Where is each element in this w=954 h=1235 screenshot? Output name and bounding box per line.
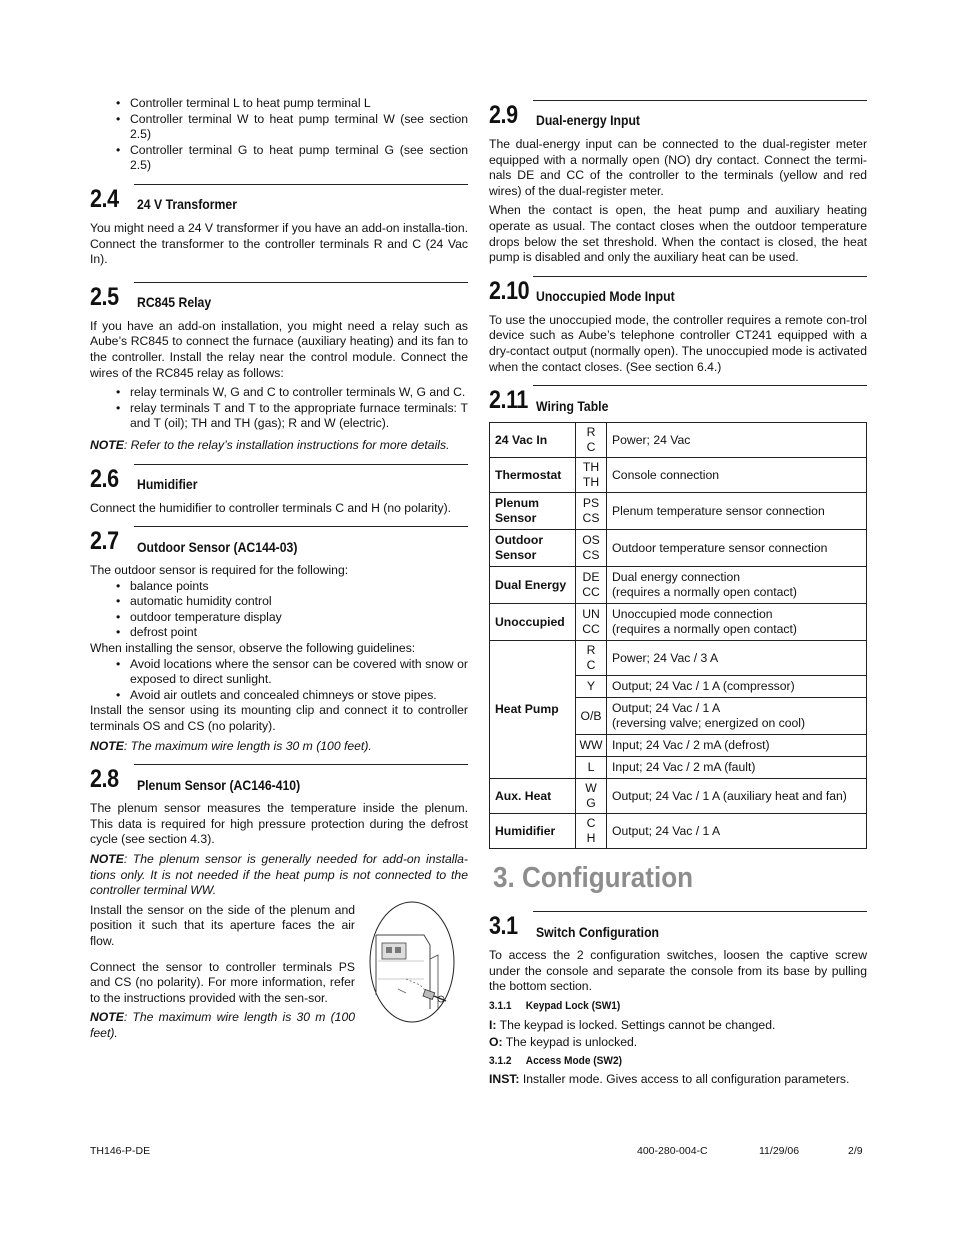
- chapter-title: 3. Configuration: [493, 862, 694, 895]
- section-heading-3-1: [489, 911, 867, 941]
- setting-label: O:: [489, 1035, 503, 1050]
- note: [90, 852, 468, 899]
- wiring-table: [489, 422, 867, 849]
- subsection-title: Access Mode (SW2): [525, 1054, 622, 1067]
- right-column: [489, 96, 867, 1092]
- wiring-description-cell: Plenum temperature sensor connection: [607, 493, 867, 530]
- footer-doc-id: TH146-P-DE: [90, 1145, 151, 1157]
- list-item: • Controller terminal L to heat pump terminal L: [130, 96, 468, 112]
- table-row: [490, 604, 867, 641]
- section-title: Outdoor Sensor (AC144-03): [137, 539, 298, 555]
- wiring-label-cell: Heat Pump: [490, 641, 576, 779]
- switch-setting: [489, 1018, 867, 1034]
- setting-text: The keypad is locked. Settings cannot be changed.: [496, 1017, 776, 1032]
- subsection-number: 3.1.2: [489, 1054, 512, 1067]
- section-title: Wiring Table: [536, 398, 609, 414]
- note-text: : The plenum sensor is generally needed for add-on installa-tions only. It is not needed if the heat pump is not connected to the controller terminal WW.: [90, 852, 468, 898]
- paragraph: If you have an add-on installation, you might need a relay such as Aube’s RC845 to connect the furnace (auxiliary heating) and its fan to the controller. Install the relay near the control module. Connect the wires of the RC845 relay as follows:: [90, 318, 468, 380]
- left-column: [90, 96, 468, 1046]
- wiring-description-cell: Outdoor temperature sensor connection: [607, 530, 867, 567]
- section-title: Dual-energy Input: [536, 113, 641, 129]
- paragraph: To access the 2 configuration switches, loosen the captive screw under the console and separate the console from its base by pulling the bottom section.: [489, 948, 867, 994]
- section-number: 2.9: [489, 101, 518, 129]
- outdoor-sensor-uses-list: [90, 579, 468, 641]
- wiring-label-cell: Unoccupied: [490, 604, 576, 641]
- section-heading-2-5: [90, 282, 468, 312]
- paragraph: Install the sensor using its mounting clip and connect it to controller terminals OS and CS (no polarity).: [90, 703, 468, 734]
- wiring-label-cell: Thermostat: [490, 458, 576, 493]
- section-number: 2.6: [90, 464, 119, 493]
- table-row: [490, 567, 867, 604]
- section-title: Unoccupied Mode Input: [536, 289, 675, 305]
- list-item: • Avoid air outlets and concealed chimneys or stove pipes.: [130, 688, 468, 704]
- section-heading-2-6: [90, 464, 468, 494]
- list-item: • outdoor temperature display: [130, 610, 468, 626]
- subsection-title: Keypad Lock (SW1): [525, 999, 621, 1012]
- note: [90, 739, 468, 755]
- section-heading-2-4: [90, 184, 468, 214]
- wiring-terminal-cell: R C: [576, 641, 607, 676]
- paragraph: Install the sensor on the side of the plenum and position it such that its aperture faces the air flow.: [90, 902, 355, 948]
- list-item: • automatic humidity control: [130, 594, 468, 610]
- wiring-label-cell: Plenum Sensor: [490, 493, 576, 530]
- section-number: 2.11: [489, 386, 528, 415]
- note: [90, 438, 468, 454]
- section-number: 2.4: [90, 184, 119, 213]
- wiring-terminal-cell: O/B: [576, 698, 607, 735]
- switch-setting: [489, 1035, 867, 1051]
- note-text: : Refer to the relay’s installation instructions for more details.: [123, 437, 450, 452]
- footer-part-number: 400-280-004-C: [637, 1145, 708, 1157]
- wiring-description-cell: Input; 24 Vac / 2 mA (fault): [607, 757, 867, 779]
- section-number: 3.1: [489, 912, 518, 941]
- wiring-terminal-cell: L: [576, 757, 607, 779]
- section-heading-2-11: [489, 385, 867, 415]
- section-title: Plenum Sensor (AC146-410): [137, 777, 301, 793]
- plenum-sensor-illustration: [368, 899, 458, 1025]
- wiring-description-cell: Output; 24 Vac / 1 A (compressor): [607, 676, 867, 698]
- wiring-label-cell: Humidifier: [490, 814, 576, 849]
- wiring-description-cell: Output; 24 Vac / 1 A: [607, 814, 867, 849]
- wiring-description-cell: Power; 24 Vac: [607, 423, 867, 458]
- wiring-terminal-cell: C H: [576, 814, 607, 849]
- paragraph: To use the unoccupied mode, the controller requires a remote con-trol device such as Aube’s telephone controller CT241 equipped with a dry-contact output (normally open). The unoccupied mode is activated when the contact closes. (See section 6.4.): [489, 312, 867, 374]
- section-heading-2-9: [489, 100, 867, 130]
- list-item: • relay terminals T and T to the appropriate furnace terminals: T and T (oil); TH and TH (gas); R and W (electric).: [130, 401, 468, 432]
- table-row: [490, 423, 867, 458]
- wiring-description-cell: Output; 24 Vac / 1 A (reversing valve; energized on cool): [607, 698, 867, 735]
- paragraph: You might need a 24 V transformer if you have an add-on installa-tion. Connect the transformer to the controller terminals R and C (24 Vac In).: [90, 220, 468, 267]
- table-row: [490, 530, 867, 567]
- list-item: • defrost point: [130, 625, 468, 641]
- subsection-heading-3-1-2: [489, 1054, 837, 1070]
- note-label: NOTE: [90, 1010, 124, 1025]
- setting-label: I:: [489, 1017, 497, 1032]
- section-heading-2-8: [90, 764, 468, 794]
- list-item: • Controller terminal G to heat pump terminal G (see section 2.5): [130, 143, 468, 174]
- wiring-label-cell: Aux. Heat: [490, 779, 576, 814]
- paragraph: When installing the sensor, observe the following guidelines:: [90, 641, 416, 656]
- table-row: [490, 493, 867, 530]
- paragraph: The plenum sensor measures the temperature inside the plenum. This data is required for high pressure protection during the defrost cycle (see section 4.3).: [90, 801, 468, 847]
- setting-text: The keypad is unlocked.: [502, 1035, 638, 1050]
- note-label: NOTE: [90, 437, 124, 452]
- subsection-number: 3.1.1: [489, 999, 512, 1012]
- wiring-description-cell: Unoccupied mode connection (requires a normally open contact): [607, 604, 867, 641]
- section-heading-2-10: [489, 276, 867, 306]
- section-number: 2.7: [90, 527, 119, 556]
- wiring-description-cell: Dual energy connection (requires a normally open contact): [607, 567, 867, 604]
- section-title: RC845 Relay: [137, 295, 212, 311]
- wiring-terminal-cell: UN CC: [576, 604, 607, 641]
- section-title: 24 V Transformer: [137, 197, 237, 213]
- subsection-heading-3-1-1: [489, 999, 837, 1015]
- note-text: : The maximum wire length is 30 m (100 feet).: [123, 738, 372, 753]
- wiring-terminal-cell: Y: [576, 676, 607, 698]
- section-number: 2.5: [90, 282, 119, 311]
- setting-text: Installer mode. Gives access to all configuration parameters.: [519, 1072, 850, 1087]
- section-number: 2.8: [90, 765, 119, 794]
- paragraph: When the contact is open, the heat pump and auxiliary heating operate as usual. The contact closes when the outdoor temperature drops below the set threshold. When the contact is closed, the heat pump is disabled and only the auxiliary heat can be used.: [489, 203, 867, 265]
- relay-wiring-list: [90, 385, 468, 432]
- wiring-description-cell: Power; 24 Vac / 3 A: [607, 641, 867, 676]
- wiring-label-cell: Outdoor Sensor: [490, 530, 576, 567]
- wiring-terminal-cell: TH TH: [576, 458, 607, 493]
- section-title: Humidifier: [137, 476, 198, 492]
- list-item: • Avoid locations where the sensor can be covered with snow or exposed to direct sunlight.: [130, 657, 468, 688]
- wiring-label-cell: 24 Vac In: [490, 423, 576, 458]
- sensor-guidelines-list: [90, 657, 468, 704]
- wiring-terminal-cell: WW: [576, 735, 607, 757]
- note: [90, 1010, 355, 1041]
- table-row: [490, 641, 867, 676]
- paragraph: Connect the sensor to controller terminals PS and CS (no polarity). For more information, refer to the instructions provided with the sen-sor.: [90, 959, 355, 1005]
- heat-pump-terminal-list: [90, 96, 468, 174]
- wiring-terminal-cell: DE CC: [576, 567, 607, 604]
- wiring-terminal-cell: OS CS: [576, 530, 607, 567]
- paragraph: The outdoor sensor is required for the following:: [90, 563, 349, 578]
- list-item: • balance points: [130, 579, 468, 595]
- paragraph: Connect the humidifier to controller terminals C and H (no polarity).: [90, 500, 452, 515]
- section-title: Switch Configuration: [536, 924, 660, 940]
- section-number: 2.10: [489, 276, 530, 305]
- wiring-description-cell: Input; 24 Vac / 2 mA (defrost): [607, 735, 867, 757]
- wiring-description-cell: Output; 24 Vac / 1 A (auxiliary heat and fan): [607, 779, 867, 814]
- setting-label: INST:: [489, 1072, 520, 1087]
- wiring-description-cell: Console connection: [607, 458, 867, 493]
- wiring-terminal-cell: PS CS: [576, 493, 607, 530]
- table-row: [490, 458, 867, 493]
- note-text: : The maximum wire length is 30 m (100 feet).: [90, 1010, 355, 1040]
- switch-setting: [489, 1072, 867, 1088]
- plenum-install-block: [90, 903, 468, 1042]
- wiring-terminal-cell: W G: [576, 779, 607, 814]
- footer-page-number: 2/9: [848, 1145, 863, 1157]
- note-label: NOTE: [90, 738, 124, 753]
- wiring-label-cell: Dual Energy: [490, 567, 576, 604]
- table-row: [490, 779, 867, 814]
- table-row: [490, 814, 867, 849]
- list-item: • relay terminals W, G and C to controller terminals W, G and C.: [130, 385, 468, 401]
- paragraph: The dual-energy input can be connected to the dual-register meter equipped with a normally open (NO) dry contact. Connect the termi-nals DE and CC of the controller to the terminals (yellow and red wires) of the dual-register meter.: [489, 137, 867, 198]
- wiring-terminal-cell: R C: [576, 423, 607, 458]
- footer-date: 11/29/06: [759, 1145, 800, 1157]
- list-item: • Controller terminal W to heat pump terminal W (see section 2.5): [130, 112, 468, 143]
- section-heading-2-7: [90, 526, 468, 556]
- note-label: NOTE: [90, 852, 124, 866]
